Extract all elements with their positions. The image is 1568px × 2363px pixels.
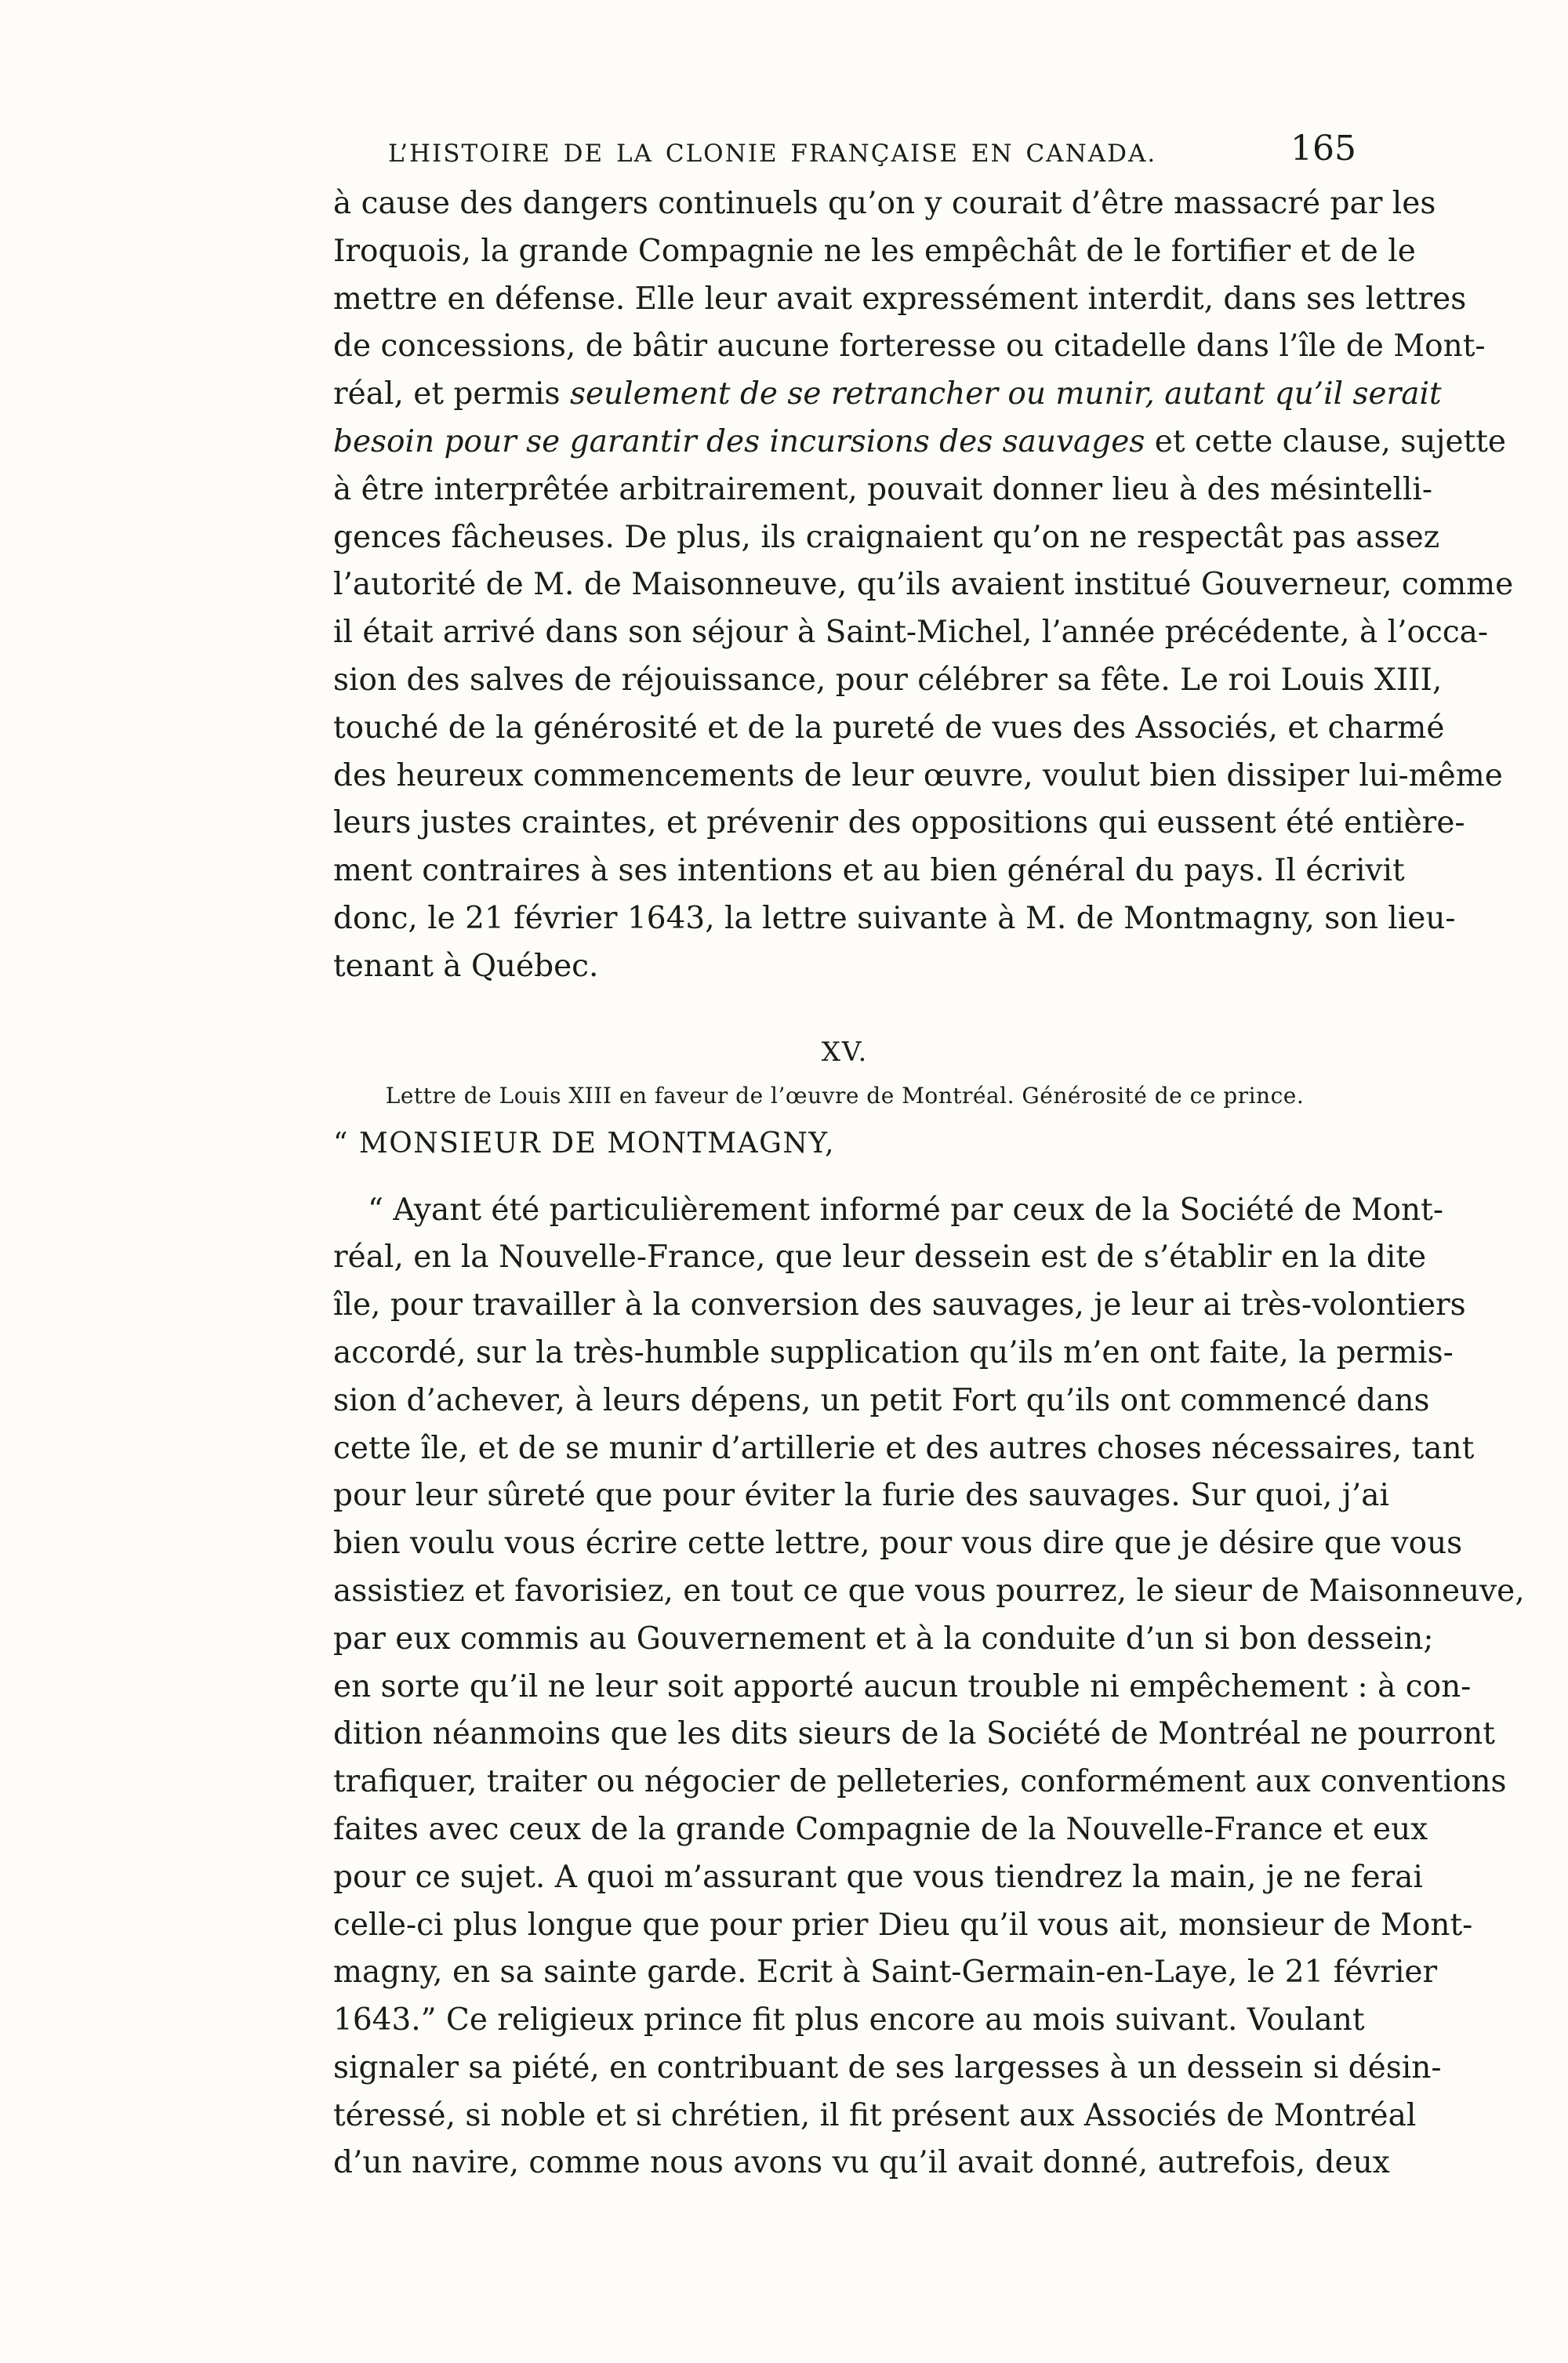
text-line: en sorte qu’il ne leur soit apporté aucun trouble ni empêchement : à con- — [333, 1668, 1472, 1704]
text-line: pour ce sujet. A quoi m’assurant que vous tiendrez la main, je ne ferai — [333, 1859, 1423, 1895]
body-text — [333, 180, 1525, 2187]
letter-text — [333, 1187, 1525, 2188]
text-line: magny, en sa sainte garde. Ecrit à Saint-Germain-en-Laye, le 21 février — [333, 1955, 1438, 1991]
text-line: de concessions, de bâtir aucune forteresse ou citadelle dans l’île de Mont- — [333, 328, 1486, 365]
letter-salutation: “ MONSIEUR DE MONTMAGNY, — [333, 1127, 835, 1160]
text-line: tenant à Québec. — [333, 948, 599, 984]
text-line: des heureux commencements de leur œuvre, voulut bien dissiper lui-même — [333, 757, 1503, 793]
text-line: celle-ci plus longue que pour prier Dieu qu’il vous ait, monsieur de Mont- — [333, 1907, 1473, 1943]
text-line: sion des salves de réjouissance, pour célébrer sa fête. Le roi Louis XIII, — [333, 662, 1443, 698]
text-line: cette île, et de se munir d’artillerie et des autres choses nécessaires, tant — [333, 1430, 1475, 1466]
text-line: ment contraires à ses intentions et au bien général du pays. Il écrivit — [333, 853, 1405, 889]
running-head — [333, 129, 1356, 174]
text-line: à être interprêtée arbitrairement, pouvait donner lieu à des mésintelli- — [333, 471, 1433, 507]
text-span: et cette clause, sujette — [1145, 423, 1506, 459]
text-line: “ Ayant été particulièrement informé par ceux de la Société de Mont- — [368, 1192, 1444, 1228]
section-summary: Lettre de Louis XIII en faveur de l’œuvre de Montréal. Générosité de ce prince. — [385, 1082, 1305, 1109]
italic-quotation: seulement de se retrancher ou munir, autant qu’il serait — [569, 376, 1442, 412]
text-line: leurs justes craintes, et prévenir des oppositions qui eussent été entière- — [333, 805, 1465, 841]
text-line: faites avec ceux de la grande Compagnie de la Nouvelle-France et eux — [333, 1811, 1428, 1847]
text-line: il était arrivé dans son séjour à Saint-Michel, l’année précédente, à l’occa- — [333, 615, 1489, 651]
text-line: à cause des dangers continuels qu’on y courait d’être massacré par les — [333, 186, 1436, 221]
text-span: réal, et permis — [333, 376, 570, 412]
text-line: 1643.” Ce religieux prince fit plus encore au mois suivant. Voulant — [333, 2002, 1365, 2038]
paragraph-1 — [333, 180, 1514, 991]
text-line-mixed — [333, 371, 1442, 419]
text-line: pour leur sûreté que pour éviter la furie des sauvages. Sur quoi, j’ai — [333, 1478, 1390, 1514]
text-line: par eux commis au Gouvernement et à la conduite d’un si bon dessein; — [333, 1621, 1434, 1657]
text-line: sion d’achever, à leurs dépens, un petit Fort qu’ils ont commencé dans — [333, 1382, 1430, 1418]
italic-quotation: besoin pour se garantir des incursions des sauvages — [333, 423, 1145, 459]
text-line: Iroquois, la grande Compagnie ne les empêchât de le fortifier et de le — [333, 233, 1416, 269]
text-line: trafiquer, traiter ou négocier de pelleteries, conformément aux conventions — [333, 1764, 1507, 1800]
text-line: accordé, sur la très-humble supplication qu’ils m’en ont faite, la permis- — [333, 1334, 1454, 1370]
text-line: touché de la générosité et de la pureté de vues des Associés, et charmé — [333, 710, 1445, 746]
page-number: 165 — [1290, 129, 1356, 169]
text-line: gences fâcheuses. De plus, ils craignaient qu’on ne respectât pas assez — [333, 519, 1440, 555]
text-line: donc, le 21 février 1643, la lettre suivante à M. de Montmagny, son lieu- — [333, 900, 1456, 936]
running-title: L’HISTOIRE DE LA CLONIE FRANÇAISE EN CANADA. — [388, 140, 1157, 168]
text-line: téressé, si noble et si chrétien, il fit présent aux Associés de Montréal — [333, 2097, 1417, 2133]
text-line: dition néanmoins que les dits sieurs de la Société de Montréal ne pourront — [333, 1716, 1495, 1752]
text-line: d’un navire, comme nous avons vu qu’il avait donné, autrefois, deux — [333, 2145, 1390, 2181]
text-line-mixed — [333, 419, 1506, 466]
section-number: XV. — [821, 1036, 869, 1068]
text-line: bien voulu vous écrire cette lettre, pour vous dire que je désire que vous — [333, 1526, 1463, 1562]
text-line: réal, en la Nouvelle-France, que leur dessein est de s’établir en la dite — [333, 1240, 1427, 1276]
text-line: l’autorité de M. de Maisonneuve, qu’ils avaient institué Gouverneur, comme — [333, 567, 1514, 603]
text-line: signaler sa piété, en contribuant de ses largesses à un dessein si désin- — [333, 2049, 1442, 2085]
text-line: mettre en défense. Elle leur avait expressément interdit, dans ses lettres — [333, 281, 1467, 317]
text-line: île, pour travailler à la conversion des sauvages, je leur ai très-volontiers — [333, 1287, 1466, 1323]
text-line: assistiez et favorisiez, en tout ce que vous pourrez, le sieur de Maisonneuve, — [333, 1573, 1525, 1609]
